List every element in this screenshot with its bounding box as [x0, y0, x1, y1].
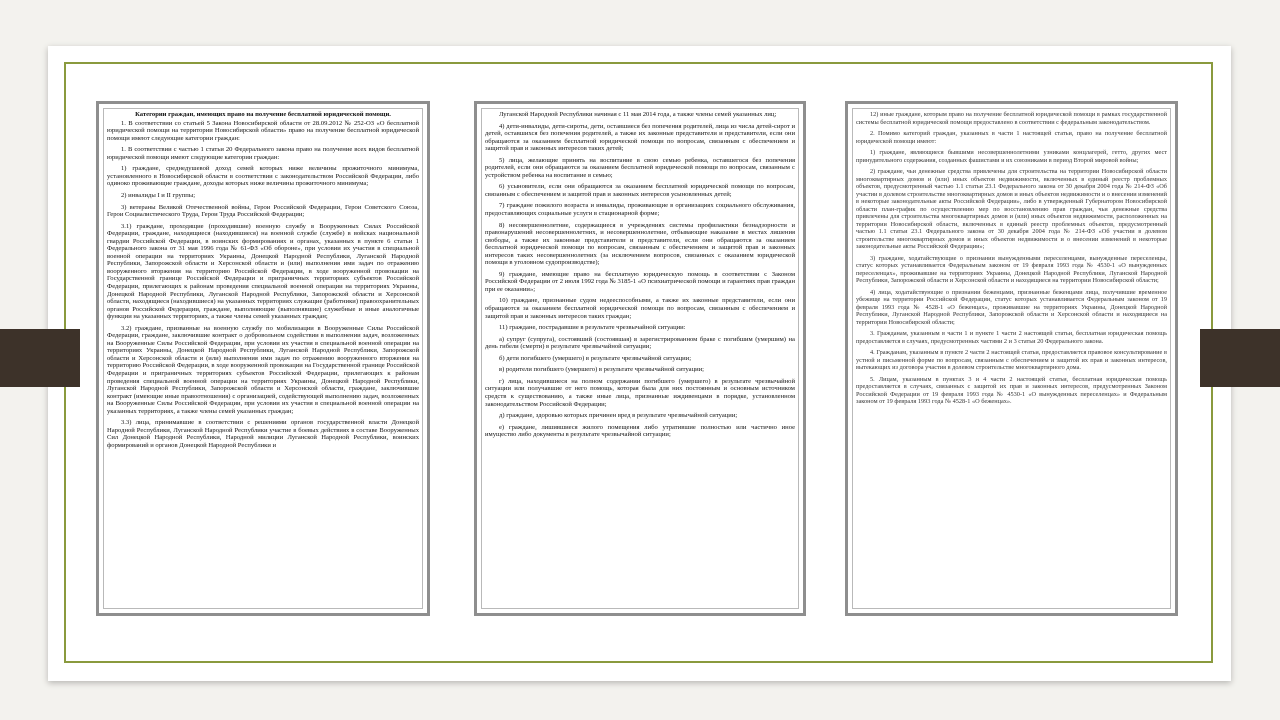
- paragraph: б) дети погибшего (умершего) в результате чрезвычайной ситуации;: [499, 354, 692, 362]
- page-3-content: [852, 108, 1171, 609]
- paragraph: 3.2) граждане, призванные на военную службу по мобилизации в Вооруженные Силы Российской Федерации, граждане, заключившие контракт о добровольном содействии в выполнении задач, возложенных на Вооруженные Силы Российской Федерации, при условии их участия в специальной военной операции на территориях Украины, Донецкой Народной Республики, Луганской Народной Республики, Запорожской области и Херсонской области и (или) выполнения ими задач по отражению вооруженного вторжения на территорию Российской Федерации, в ходе вооруженной провокации на Государственной границе Российской Федерации и приграничных территориях субъектов Российской Федерации, прилегающих к районам проведения специальной военной операции на территориях Украины, Донецкой Народной Республики, Луганской Народной Республики, Запорожской области и Херсонской области, граждане, заключившие контракт (имеющие иные правоотношения) с организацией, содействующей выполнению задач, возложенных на Вооруженные Силы Российской Федерации, при условии их участия в специальной военной операции на указанных территориях, а также члены семей указанных граждан;: [107, 324, 419, 415]
- paragraph: 4) лица, ходатайствующие о признании беженцами, признанные беженцами лица, получившие временное убежище на территории Российской Федерации, статус которых устанавливается Федеральным законом от 19 февраля 1993 года № 4528-1 «О беженцах», проживавшие на территориях Украины, Донецкой Народной Республики, Луганской Народной Республики, Запорожской области и Херсонской области и находящиеся на территории Новосибирской области;: [856, 288, 1167, 326]
- paragraph: а) супруг (супруга), состоявший (состоявшая) в зарегистрированном браке с погибшим (умершим) на день гибели (смерти) в результате чрезвычайной ситуации;: [485, 335, 795, 351]
- paragraph: 10) граждане, признанные судом недееспособными, а также их законные представители, если они обращаются за оказанием бесплатной юридической помощи по вопросам, связанным с обеспечением и защитой прав и законных интересов таких граждан;: [485, 297, 795, 320]
- paragraph: 4) дети-инвалиды, дети-сироты, дети, оставшиеся без попечения родителей, лица из числа детей-сирот и детей, оставшихся без попечения родителей, а также их законные представители и представители, если они обращаются за оказанием бесплатной юридической помощи по вопросам, связанным с обеспечением и защитой прав и законных интересов таких детей;: [485, 122, 795, 153]
- document-page-1: [96, 101, 430, 616]
- paragraph: 2) инвалиды I и II группы;: [121, 191, 196, 199]
- paragraph: 8) несовершеннолетние, содержащиеся в учреждениях системы профилактики безнадзорности и правонарушений несовершеннолетних, и несовершеннолетние, отбывающие наказание в местах лишения свободы, а также их законные представители и представители, если они обращаются за оказанием бесплатной юридической помощи по вопросам, связанным с обеспечением и защитой прав и законных интересов таких несовершеннолетних (за исключением вопросов, связанных с оказанием юридической помощи в уголовном судопроизводстве);: [485, 221, 795, 267]
- paragraph: 11) граждане, пострадавшие в результате чрезвычайной ситуации:: [499, 324, 686, 332]
- paragraph: 12) иные граждане, которым право на получение бесплатной юридической помощи в рамках государственной системы бесплатной юридической помощи предоставлено в соответствии с федеральным законодательством.: [856, 111, 1167, 126]
- paragraph: 3) граждане, ходатайствующие о признании вынужденными переселенцами, вынужденные переселенцы, статус которых устанавливается Федеральным законом от 19 февраля 1993 года № 4530-1 «О вынужденных переселенцах», проживавшие на территориях Украины, Донецкой Народной Республики, Луганской Народной Республики, Запорожской области и Херсонской области и находящиеся на территории Новосибирской области;: [856, 254, 1167, 284]
- paragraph: 1. В соответствии со статьей 5 Закона Новосибирской области от 28.09.2012 № 252-ОЗ «О бесплатной юридической помощи на территории Новосибирской области» право на получение бесплатной юридической помощи имеют следующие категории граждан:: [107, 119, 419, 142]
- paragraph: 3.3) лица, принимавшие в соответствии с решениями органов государственной власти Донецкой Народной Республики, Луганской Народной Республики участие в боевых действиях в составе Вооруженных Сил Донецкой Народной Республики, Народной милиции Луганской Народной Республики, воинских формирований и органов Донецкой Народной Республики и: [107, 419, 419, 449]
- paragraph: 6) усыновители, если они обращаются за оказанием бесплатной юридической помощи по вопросам, связанным с обеспечением и защитой прав и законных интересов усыновленных детей;: [485, 183, 795, 198]
- paragraph: Луганской Народной Республики начиная с 11 мая 2014 года, а также члены семей указанных лиц;: [499, 111, 777, 118]
- paragraph: г) лица, находившиеся на полном содержании погибшего (умершего) в результате чрезвычайной ситуации или получавшие от него помощь, которая была для них постоянным и основным источником средств к существованию, а также иные лица, признанные иждивенцами в порядке, установленном законодательством Российской Федерации;: [485, 377, 795, 408]
- paragraph: 5) лица, желающие принять на воспитание в свою семью ребенка, оставшегося без попечения родителей, если они обращаются за оказанием бесплатной юридической помощи по вопросам, связанным с устройством ребенка на воспитание в семью;: [485, 156, 795, 179]
- document-page-2: [474, 101, 806, 616]
- paragraph: 2. Помимо категорий граждан, указанных в части 1 настоящей статьи, право на получение бесплатной юридической помощи имеют:: [856, 130, 1167, 145]
- paragraph: 3. Гражданам, указанным в части 1 и пункте 1 части 2 настоящей статьи, бесплатная юридическая помощь предоставляется в случаях, предусмотренных частями 2 и 3 статьи 20 Федерального закона.: [856, 330, 1167, 345]
- paragraph: 4. Гражданам, указанным в пункте 2 части 2 настоящей статьи, предоставляется правовое консультирование в устной и письменной форме по вопросам, связанным с обеспечением и защитой их прав и законных интересов, вытекающих из договора участия в долевом строительстве многоквартирного дома.: [856, 349, 1167, 371]
- paragraph: 1) граждане, среднедушевой доход семей которых ниже величины прожиточного минимума, установленного в Новосибирской области в соответствии с законодательством Российской Федерации, либо одиноко проживающие граждане, доходы которых ниже величины прожиточного минимума;: [107, 165, 419, 188]
- page-2-content: [481, 108, 799, 609]
- paragraph: 3) ветераны Великой Отечественной войны, Герои Российской Федерации, Герои Советского Союза, Герои Социалистического Труда, Герои Труда Российской Федерации;: [107, 203, 419, 219]
- paragraph: е) граждане, лишившиеся жилого помещения либо утратившие полностью или частично иное имущество либо документы в результате чрезвычайной ситуации;: [485, 423, 795, 439]
- paragraph: 9) граждане, имеющие право на бесплатную юридическую помощь в соответствии с Законом Российской Федерации от 2 июля 1992 года № 3185-1 «О психиатрической помощи и гарантиях прав граждан при ее оказании»;: [485, 270, 795, 293]
- paragraph: 5. Лицам, указанным в пунктах 3 и 4 части 2 настоящей статьи, бесплатная юридическая помощь предоставляется в случаях, связанных с защитой их прав и законных интересов, предусмотренных Законом Российской Федерации от 19 февраля 1993 года № 4530-1 «О вынужденных переселенцах» и Федеральным законом от 19 февраля 1993 года № 4528-1 «О беженцах».: [856, 375, 1167, 405]
- paragraph: в) родители погибшего (умершего) в результате чрезвычайной ситуации;: [499, 366, 705, 374]
- document-title: Категории граждан, имеющих право на получение бесплатной юридической помощи.: [135, 111, 391, 118]
- paragraph: 7) граждане пожилого возраста и инвалиды, проживающие в организациях социального обслуживания, предоставляющих социальные услуги в стационарной форме;: [485, 202, 795, 218]
- paragraph: 1) граждане, являющиеся бывшими несовершеннолетними узниками концлагерей, гетто, других мест принудительного содержания, созданных фашистами и их союзниками в период Второй мировой войны;: [856, 149, 1167, 164]
- right-decorative-tab: [1200, 329, 1280, 387]
- page-1-content: [103, 108, 423, 609]
- left-decorative-tab: [0, 329, 80, 387]
- paragraph: 1. В соответствии с частью 1 статьи 20 Федерального закона право на получение всех видов бесплатной юридической помощи имеют следующие категории граждан:: [107, 146, 419, 161]
- paragraph: д) граждане, здоровью которых причинен вред в результате чрезвычайной ситуации;: [499, 412, 738, 420]
- paragraph: 2) граждане, чьи денежные средства привлечены для строительства на территории Новосибирской области многоквартирных домов и (или) иных объектов недвижимости, включенных в единый реестр проблемных объектов, предусмотренный частью 1.1 статьи 23.1 Федерального закона от 30 декабря 2004 года № 214-ФЗ «Об участии в долевом строительстве многоквартирных домов и иных объектов недвижимости и о внесении изменений в некоторые законодательные акты Российской Федерации», либо в утвержденный Губернатором Новосибирской области план-график по осуществлению мер по восстановлению прав граждан, чьи денежные средства привлечены для строительства многоквартирных домов и (или) иных объектов недвижимости, расположенных на территории Новосибирской области, включенных в единый реестр проблемных объектов, предусмотренный частью 1.1 статьи 23.1 Федерального закона от 30 декабря 2004 года № 214-ФЗ «Об участии в долевом строительстве многоквартирных домов и иных объектов недвижимости и о внесении изменений в некоторые законодательные акты Российской Федерации»;: [856, 168, 1167, 250]
- paragraph: 3.1) граждане, проходящие (проходившие) военную службу в Вооруженных Силах Российской Федерации, граждане, находящиеся (находившиеся) на военной службе (службе) в войсках национальной гвардии Российской Федерации, в воинских формированиях и органах, указанных в пункте 6 статьи 1 Федерального закона от 31 мая 1996 года № 61-ФЗ «Об обороне», при условии их участия в специальной военной операции на территориях Украины, Донецкой Народной Республики, Луганской Народной Республики, Запорожской области и Херсонской области и (или) выполнения ими задач по отражению вооруженного вторжения на территорию Российской Федерации, в ходе вооруженной провокации на Государственной границе Российской Федерации и приграничных территориях субъектов Российской Федерации, прилегающих к районам проведения специальной военной операции на территориях Украины, Донецкой Народной Республики, Луганской Народной Республики, Запорожской области и Херсонской области, находящиеся (находившиеся) на указанных территориях служащие (работники) правоохранительных органов Российской Федерации, граждане, выполняющие (выполнявшие) служебные и иные аналогичные функции на указанных территориях, а также члены семей указанных граждан;: [107, 222, 419, 321]
- document-page-3: [845, 101, 1178, 616]
